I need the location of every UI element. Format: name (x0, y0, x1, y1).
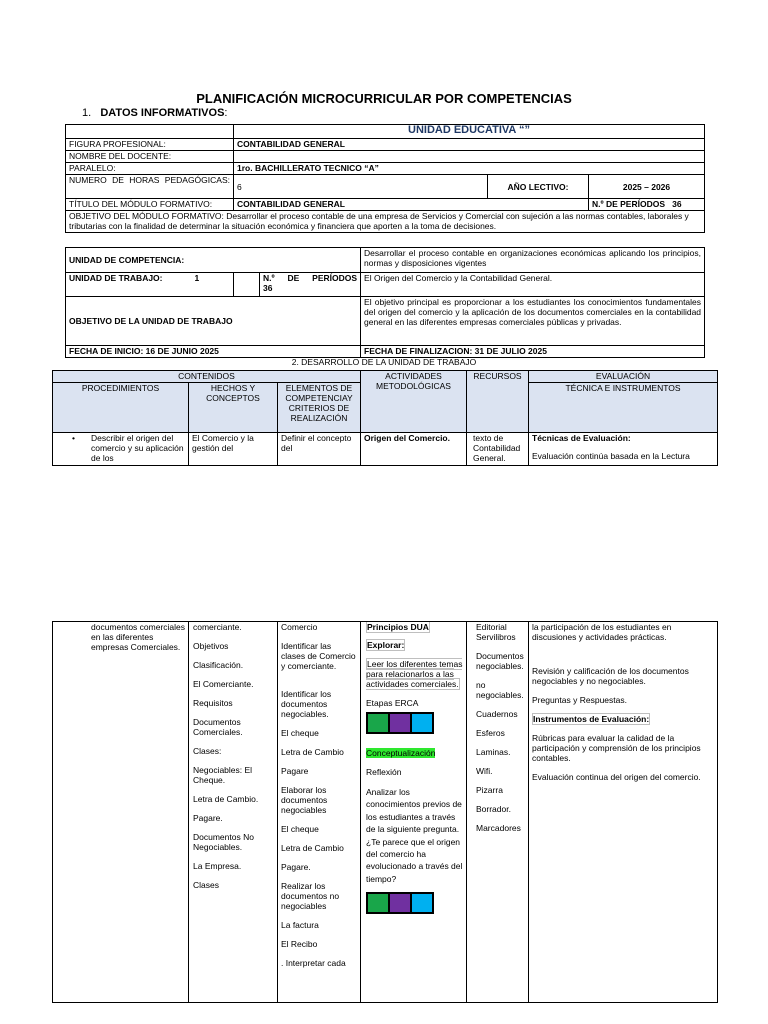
p2-rec-item: Pizarra (476, 785, 503, 795)
p2-rec-item: Marcadores (476, 823, 521, 833)
eval-instr (532, 714, 714, 724)
erca-squares (366, 712, 463, 736)
p2-elem-item: Elaborar los documentos negociables (281, 785, 328, 815)
p2-recursos (467, 622, 529, 1003)
p2-elem-item: Identificar las clases de Comercio y comerciante. (281, 641, 356, 671)
info-table (65, 124, 705, 233)
p2-procedimiento (53, 622, 189, 1003)
development-table (52, 370, 718, 466)
p2-elem-item: El cheque (281, 824, 319, 834)
act-leer (366, 659, 463, 689)
p2-elem-item: Comercio (281, 622, 318, 632)
green-square-icon (366, 892, 390, 914)
header-procedimientos: PROCEDIMIENTOS (53, 383, 189, 433)
objetivo-unidad-value: El objetivo principal es proporcionar a los estudiantes los conocimientos fundamentales del origen del comercio y la aplicación de los documentos comerciales en la contabilidad general en las diferentes empresas comerciales públicas y privadas. (361, 297, 705, 346)
p2-elem-item: Letra de Cambio (281, 747, 344, 757)
p2-elem-item: Pagare. (281, 862, 311, 872)
p2-hechos-item: Pagare. (193, 813, 223, 823)
act-concept (366, 748, 463, 758)
trabajo-periodos-label: N.º DE PERÍODOS (263, 273, 358, 283)
eval-item-3: Preguntas y Respuestas. (532, 695, 627, 705)
eval-item-1: la participación de los estudiantes en discusiones y actividades prácticas. (532, 622, 672, 642)
p2-rec-item: Laminas. (476, 747, 511, 757)
blue-square-icon (410, 712, 434, 734)
row1-recursos (467, 433, 529, 466)
p2-elem-item: Realizar los documentos no negociables (281, 881, 340, 911)
trabajo-periodos-value: 36 (263, 283, 273, 293)
development-table-continued (52, 621, 718, 1003)
row1-evaluacion (529, 433, 718, 466)
paralelo-value: 1ro. BACHILLERATO TECNICO “A” (234, 163, 705, 175)
section-2-heading: 2. DESARROLLO DE LA UNIDAD DE TRABAJO (291, 357, 477, 367)
trabajo-value: El Origen del Comercio y la Contabilidad General. (361, 273, 705, 297)
p2-rec-item: Esferos (476, 728, 505, 738)
p2-proc-text: documentos comerciales en las diferentes empresas Comerciales. (91, 622, 186, 652)
periodos-value: 36 (672, 199, 682, 209)
act-explorar-text: Explorar: (367, 640, 405, 650)
header-evaluacion: EVALUACIÓN (529, 371, 718, 383)
p2-hechos-item: Letra de Cambio. (193, 794, 259, 804)
header-contenidos: CONTENIDOS (53, 371, 361, 383)
row1-elementos: Definir el concepto del (278, 433, 361, 466)
act-concept-text: Conceptualización (366, 748, 436, 758)
act-analizar: Analizar los conocimientos previos de los estudiantes a través de la siguiente pregunta. ¿Te parece que el origen del comercio ha evolucionado a través del tiempo? (366, 787, 463, 884)
blue-square-icon (410, 892, 434, 914)
horas-label: NUMERO DE HORAS PEDAGÓGICAS: (66, 175, 234, 199)
act-dua-text: Principios DUA (367, 622, 429, 632)
header-hechos: HECHOS Y CONCEPTOS (189, 383, 278, 433)
header-elementos: ELEMENTOS DE COMPETENCIAY CRITERIOS DE REALIZACIÓN (278, 383, 361, 433)
p2-elem-item: La factura (281, 920, 319, 930)
p2-hechos-item: Negociables: El Cheque. (193, 765, 253, 785)
p2-hechos-item: comerciante. (193, 622, 242, 632)
p2-hechos (189, 622, 278, 1003)
page-title: PLANIFICACIÓN MICROCURRICULAR POR COMPETENCIAS (196, 91, 572, 106)
p2-hechos-item: Clases (193, 880, 219, 890)
purple-square-icon (388, 892, 412, 914)
p2-elem-item: El cheque (281, 728, 319, 738)
eval-item-2: Revisión y calificación de los documentos negociables y no negociables. (532, 666, 689, 686)
horas-value: 6 (234, 175, 488, 199)
header-tecnica: TÉCNICA E INSTRUMENTOS (529, 383, 718, 433)
p2-rec-item: Documentos negociables. (476, 651, 524, 671)
p2-rec-item: Editorial Servilibros (476, 622, 516, 642)
row1-actividades (361, 433, 467, 466)
trabajo-label-cell (66, 273, 234, 297)
docente-value (234, 151, 705, 163)
green-square-icon (366, 712, 390, 734)
ano-value: 2025 – 2026 (589, 175, 705, 199)
section-1-heading (82, 107, 227, 119)
act-leer-text: Leer los diferentes temas para relacionarlos a las actividades comerciales. (366, 659, 463, 689)
trabajo-label: UNIDAD DE TRABAJO: (69, 273, 163, 283)
figura-label: FIGURA PROFESIONAL: (66, 139, 234, 151)
p2-elem-item: Letra de Cambio (281, 843, 344, 853)
p2-elem-item: . Interpretar cada (281, 958, 346, 968)
eval-instr-text: Instrumentos de Evaluación: (533, 714, 650, 724)
p2-actividades (361, 622, 467, 1003)
act-dua (366, 622, 463, 632)
row1-eval-text: Evaluación continúa basada en la Lectura (532, 451, 690, 461)
section-1-label: DATOS INFORMATIVOS (100, 107, 225, 119)
p2-hechos-item: Clases: (193, 746, 222, 756)
section-1-colon: : (224, 107, 228, 119)
row1-act-title: Origen del Comercio. (364, 433, 450, 443)
p2-rec-item: Cuadernos (476, 709, 518, 719)
p2-elem-item: Pagare (281, 766, 309, 776)
act-explorar (366, 640, 463, 650)
act-reflexion: Reflexión (366, 767, 402, 777)
p2-elem-item: Identificar los documentos negociables. (281, 689, 332, 719)
row1-rec-text: texto de Contabilidad General. (473, 433, 521, 463)
header-actividades: ACTIVIDADES METODOLÓGICAS (361, 371, 467, 433)
modulo-label: TÍTULO DEL MÓDULO FORMATIVO: (66, 199, 234, 211)
unit-table (65, 247, 705, 358)
trabajo-number: 1 (194, 273, 200, 283)
school-name: UNIDAD EDUCATIVA “” (234, 125, 705, 139)
trabajo-periodos (260, 273, 361, 297)
fecha-fin: FECHA DE FINALIZACION: 31 DE JULIO 2025 (361, 346, 705, 358)
figura-value: CONTABILIDAD GENERAL (234, 139, 705, 151)
p2-hechos-item: El Comerciante. (193, 679, 254, 689)
objetivo-modulo: OBJETIVO DEL MÓDULO FORMATIVO: Desarrollar el proceso contable de una empresa de Servicios y Comercial con sujeción a las normas contables, laborales y tributarias con la finalidad de determinar la situación económica y financiera que aporten a la toma de decisiones. (66, 211, 705, 233)
header-recursos: RECURSOS (467, 371, 529, 433)
act-erca: Etapas ERCA (366, 698, 419, 708)
fecha-inicio: FECHA DE INICIO: 16 DE JUNIO 2025 (66, 346, 361, 358)
competencia-value: Desarrollar el proceso contable en organizaciones económicas aplicando los principios, normas y disposiciones vigentes (361, 248, 705, 273)
eval-item-4: Rúbricas para evaluar la calidad de la participación y comprensión de los principios contables. (532, 733, 701, 763)
competencia-label: UNIDAD DE COMPETENCIA: (66, 248, 361, 273)
p2-hechos-item: La Empresa. (193, 861, 242, 871)
periodos-label: N.º DE PERÍODOS (592, 199, 666, 209)
modulo-value: CONTABILIDAD GENERAL (234, 199, 589, 211)
periodos-cell (589, 199, 705, 211)
docente-label: NOMBRE DEL DOCENTE: (66, 151, 234, 163)
bullet-icon: • (72, 433, 75, 443)
p2-rec-item: no negociables. (476, 680, 524, 700)
p2-evaluacion (529, 622, 718, 1003)
p2-rec-item: Wifi. (476, 766, 493, 776)
row1-eval-title: Técnicas de Evaluación: (532, 433, 631, 443)
ano-label: AÑO LECTIVO: (488, 175, 589, 199)
p2-hechos-item: Documentos Comerciales. (193, 717, 243, 737)
row1-proc-text: Describir el origen del comercio y su aplicación de los (91, 433, 184, 463)
p2-hechos-item: Objetivos (193, 641, 229, 651)
p2-hechos-item: Documentos No Negociables. (193, 832, 254, 852)
p2-elementos (278, 622, 361, 1003)
objetivo-unidad-label: OBJETIVO DE LA UNIDAD DE TRABAJO (66, 297, 361, 346)
section-1-number: 1. (82, 107, 92, 119)
p2-hechos-item: Clasificación. (193, 660, 244, 670)
row1-hechos: El Comercio y la gestión del (189, 433, 278, 466)
p2-hechos-item: Requisitos (193, 698, 233, 708)
erca-squares-2 (366, 892, 463, 916)
purple-square-icon (388, 712, 412, 734)
paralelo-label: PARALELO: (66, 163, 234, 175)
p2-elem-item: El Recibo (281, 939, 318, 949)
eval-item-5: Evaluación continua del origen del comercio. (532, 772, 701, 782)
p2-rec-item: Borrador. (476, 804, 511, 814)
row1-procedimiento (53, 433, 189, 466)
